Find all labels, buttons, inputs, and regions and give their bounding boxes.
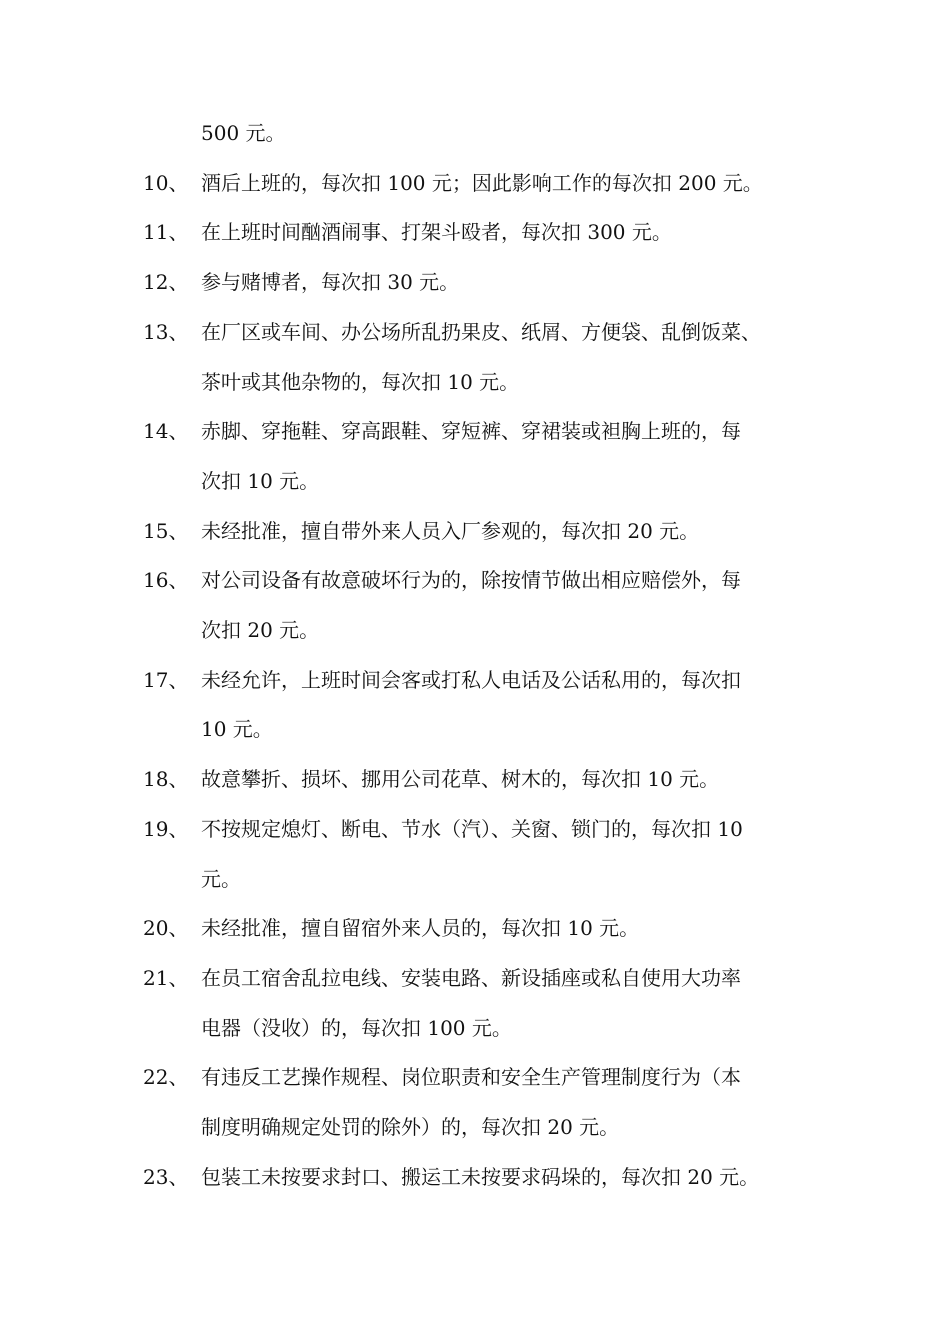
item-text: 有违反工艺操作规程、岗位职责和安全生产管理制度行为（本 — [201, 1065, 741, 1089]
line-10 — [0, 565, 950, 595]
item-text: 对公司设备有故意破坏行为的，除按情节做出相应赔偿外，每 — [201, 568, 741, 592]
line-18 — [0, 963, 950, 993]
item-text: 在员工宿舍乱拉电线、安装电路、新设插座或私自使用大功率 — [201, 966, 741, 990]
line-5 — [0, 317, 950, 347]
line-3 — [0, 217, 950, 247]
item-number: 19、 — [143, 817, 189, 841]
line-19 — [0, 1013, 950, 1043]
item-text: 10 元。 — [201, 717, 273, 741]
item-number: 20、 — [143, 916, 189, 940]
item-number: 10、 — [143, 171, 189, 195]
line-20 — [0, 1062, 950, 1092]
item-number: 13、 — [143, 320, 189, 344]
line-1 — [0, 118, 950, 148]
item-text: 包装工未按要求封口、搬运工未按要求码垛的，每次扣 20 元。 — [201, 1165, 760, 1189]
line-16 — [0, 864, 950, 894]
item-number: 21、 — [143, 966, 189, 990]
item-text: 在厂区或车间、办公场所乱扔果皮、纸屑、方便袋、乱倒饭菜、 — [201, 320, 761, 344]
item-text: 未经允许，上班时间会客或打私人电话及公话私用的，每次扣 — [201, 668, 741, 692]
item-text: 故意攀折、损坏、挪用公司花草、树木的，每次扣 10 元。 — [201, 767, 720, 791]
line-2 — [0, 168, 950, 198]
line-17 — [0, 913, 950, 943]
item-text: 未经批准，擅自留宿外来人员的，每次扣 10 元。 — [201, 916, 640, 940]
line-12 — [0, 665, 950, 695]
line-13 — [0, 714, 950, 744]
item-text: 赤脚、穿拖鞋、穿高跟鞋、穿短裤、穿裙装或袒胸上班的，每 — [201, 419, 741, 443]
item-number: 12、 — [143, 270, 189, 294]
item-number: 23、 — [143, 1165, 189, 1189]
item-number: 22、 — [143, 1065, 189, 1089]
line-4 — [0, 267, 950, 297]
item-number: 11、 — [143, 220, 189, 244]
item-text: 酒后上班的，每次扣 100 元；因此影响工作的每次扣 200 元。 — [201, 171, 763, 195]
line-6 — [0, 367, 950, 397]
item-text: 电器（没收）的，每次扣 100 元。 — [201, 1016, 512, 1040]
item-text: 不按规定熄灯、断电、节水（汽）、关窗、锁门的，每次扣 10 — [201, 817, 743, 841]
item-text: 元。 — [201, 867, 241, 891]
item-text: 在上班时间酗酒闹事、打架斗殴者，每次扣 300 元。 — [201, 220, 672, 244]
line-21 — [0, 1112, 950, 1142]
line-14 — [0, 764, 950, 794]
item-text: 参与赌博者，每次扣 30 元。 — [201, 270, 460, 294]
line-11 — [0, 615, 950, 645]
line-9 — [0, 516, 950, 546]
item-text: 次扣 10 元。 — [201, 469, 320, 493]
item-text: 茶叶或其他杂物的，每次扣 10 元。 — [201, 370, 520, 394]
item-text: 未经批准，擅自带外来人员入厂参观的，每次扣 20 元。 — [201, 519, 700, 543]
item-number: 14、 — [143, 419, 189, 443]
item-number: 15、 — [143, 519, 189, 543]
line-15 — [0, 814, 950, 844]
item-number: 16、 — [143, 568, 189, 592]
line-8 — [0, 466, 950, 496]
line-7 — [0, 416, 950, 446]
item-text: 500 元。 — [201, 121, 286, 145]
item-text: 制度明确规定处罚的除外）的，每次扣 20 元。 — [201, 1115, 620, 1139]
line-22 — [0, 1162, 950, 1192]
item-number: 18、 — [143, 767, 189, 791]
item-text: 次扣 20 元。 — [201, 618, 320, 642]
item-number: 17、 — [143, 668, 189, 692]
